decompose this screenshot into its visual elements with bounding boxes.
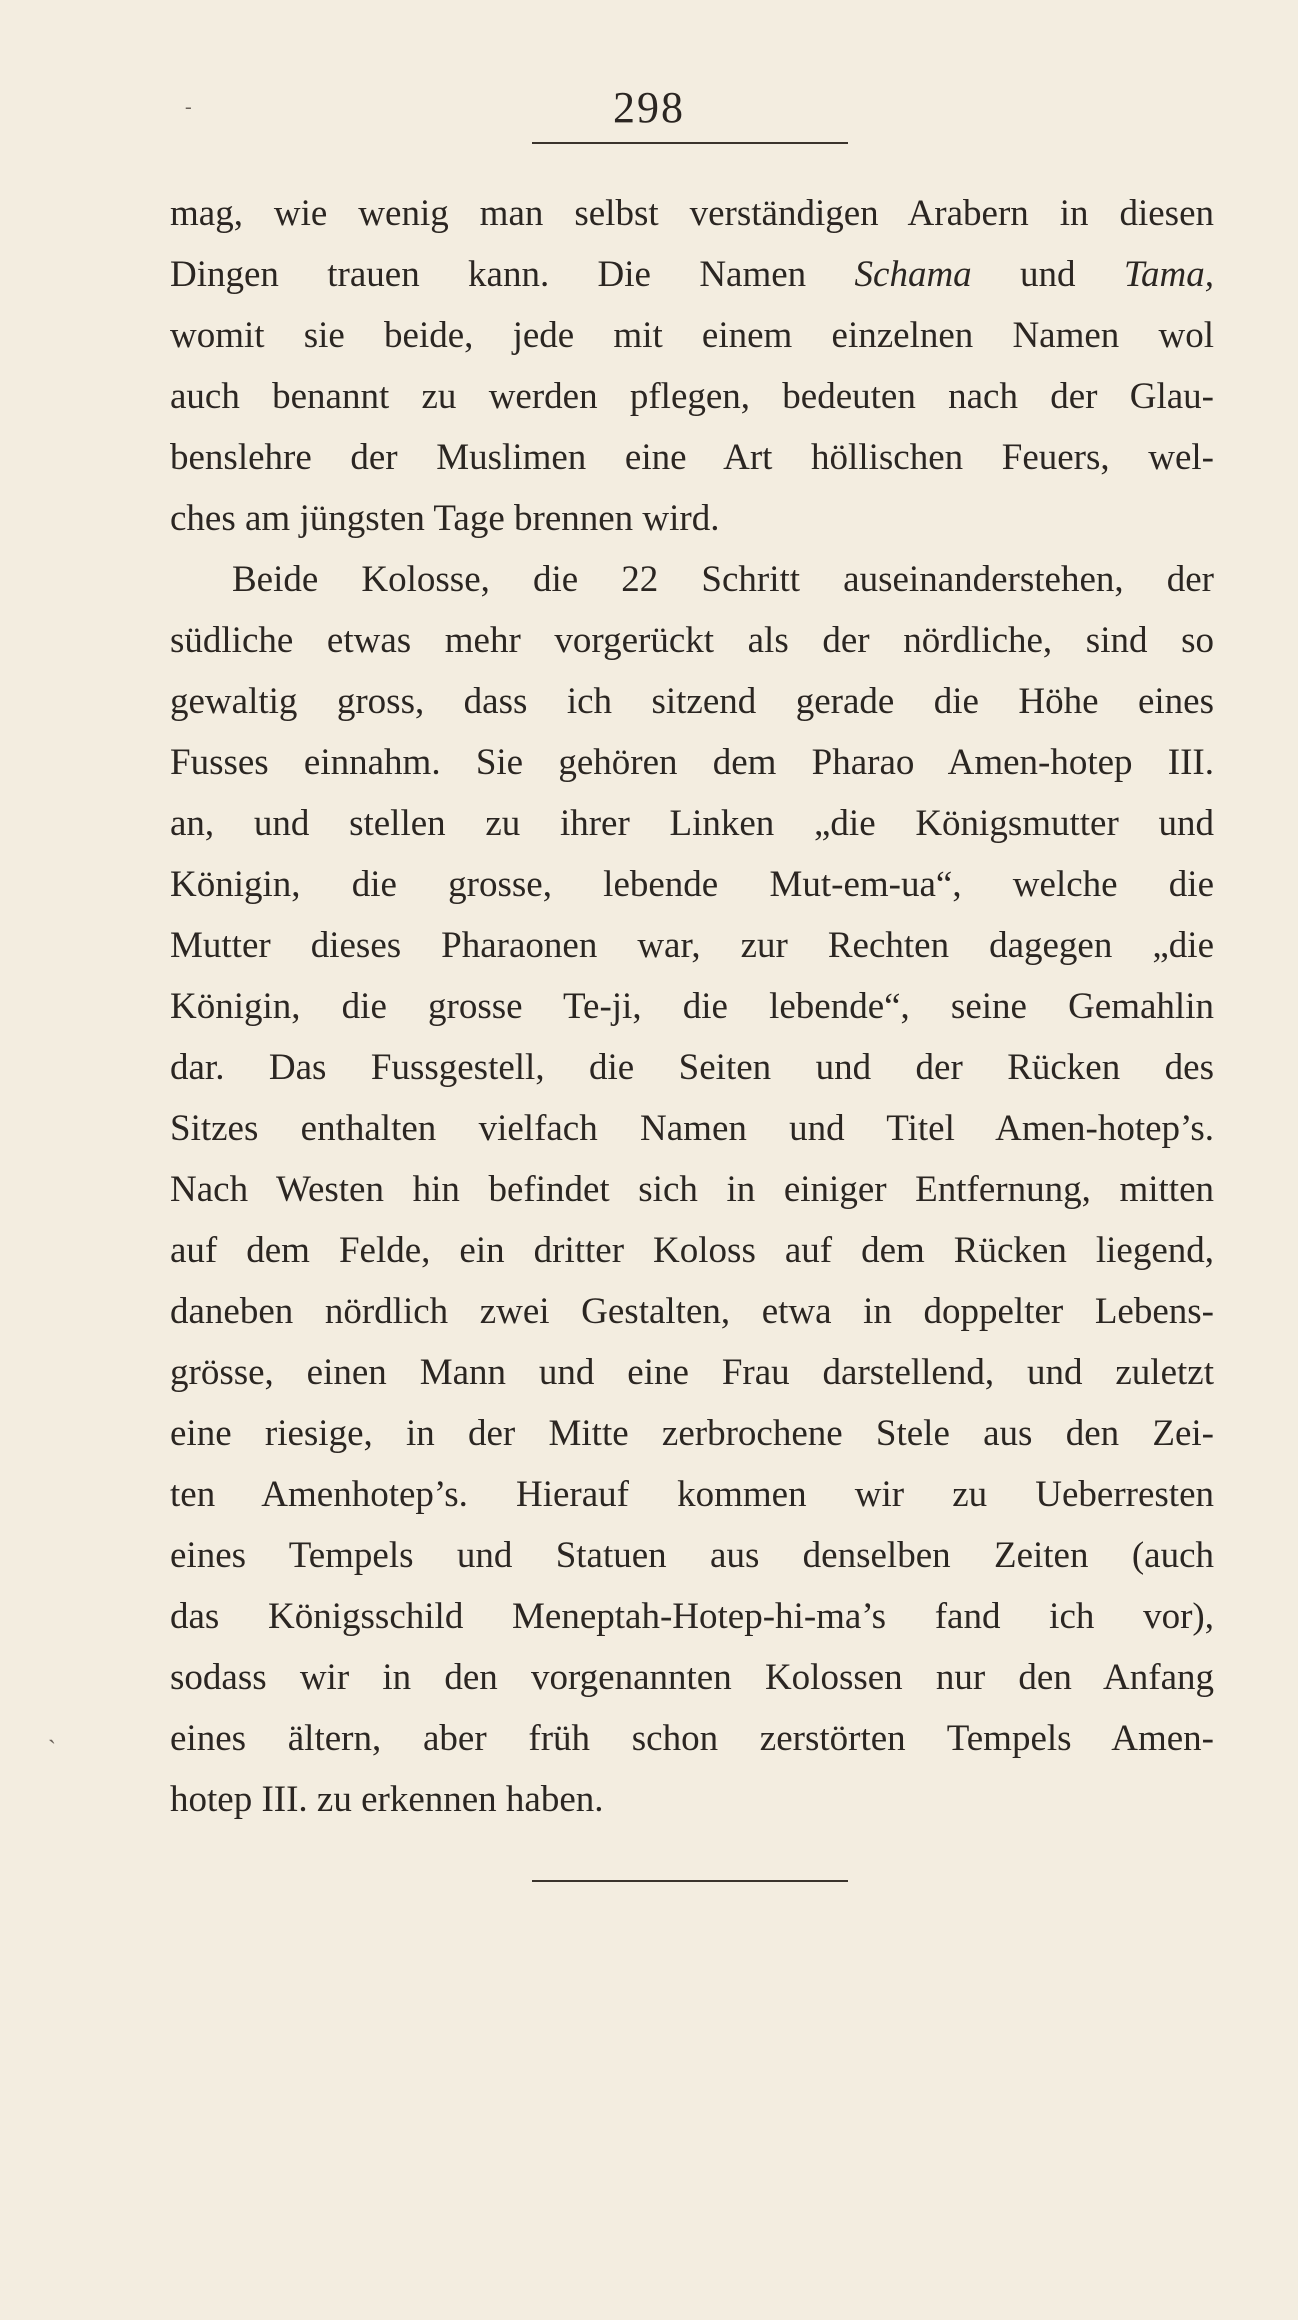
text-segment: und: [971, 254, 1124, 295]
text-segment: grösse, einen Mann und eine Frau darstellend, und zuletzt: [170, 1352, 1214, 1393]
text-segment: benslehre der Muslimen eine Art höllischen Feuers, wel-: [170, 437, 1214, 478]
text-line: [170, 615, 1214, 676]
text-line: [170, 1774, 1214, 1835]
stray-print-mark: -: [185, 96, 192, 118]
text-line: [170, 737, 1214, 798]
text-line: [170, 1713, 1214, 1774]
italic-term: Schama: [854, 254, 972, 295]
footer-rule: [532, 1880, 848, 1882]
text-segment: auf dem Felde, ein dritter Koloss auf dem Rücken liegend,: [170, 1230, 1214, 1271]
text-segment: Nach Westen hin befindet sich in einiger Entfernung, mitten: [170, 1169, 1214, 1210]
text-segment: womit sie beide, jede mit einem einzelnen Namen wol: [170, 315, 1214, 356]
text-line: [170, 1164, 1214, 1225]
text-line: [170, 310, 1214, 371]
text-segment: Königin, die grosse Te-ji, die lebende“, seine Gemahlin: [170, 986, 1214, 1027]
text-line: [170, 188, 1214, 249]
text-segment: eine riesige, in der Mitte zerbrochene Stele aus den Zei-: [170, 1413, 1214, 1454]
text-segment: an, und stellen zu ihrer Linken „die Königsmutter und: [170, 803, 1214, 844]
text-segment: Beide Kolosse, die 22 Schritt auseinanderstehen, der: [232, 559, 1214, 600]
text-line: [170, 1652, 1214, 1713]
text-line: [170, 1530, 1214, 1591]
text-line: [170, 249, 1214, 310]
text-line: [170, 981, 1214, 1042]
text-line: [170, 676, 1214, 737]
text-line: [170, 1347, 1214, 1408]
text-line: [170, 554, 1214, 615]
text-segment: dar. Das Fussgestell, die Seiten und der Rücken des: [170, 1047, 1214, 1088]
text-segment: ten Amenhotep’s. Hierauf kommen wir zu Ueberresten: [170, 1474, 1214, 1515]
text-segment: Dingen trauen kann. Die Namen: [170, 254, 855, 295]
text-line: [170, 432, 1214, 493]
text-line: [170, 798, 1214, 859]
text-line: [170, 371, 1214, 432]
text-segment: gewaltig gross, dass ich sitzend gerade die Höhe eines: [170, 681, 1214, 722]
text-segment: südliche etwas mehr vorgerückt als der nördliche, sind so: [170, 620, 1214, 661]
text-segment: ches am jüngsten Tage brennen wird.: [170, 498, 720, 539]
body-text: [170, 188, 1214, 1835]
text-line: [170, 859, 1214, 920]
text-segment: eines ältern, aber früh schon zerstörten Tempels Amen-: [170, 1718, 1214, 1759]
text-segment: mag, wie wenig man selbst verständigen Arabern in diesen: [170, 193, 1214, 234]
italic-term: Tama,: [1123, 254, 1215, 295]
text-segment: Königin, die grosse, lebende Mut-em-ua“, welche die: [170, 864, 1214, 905]
text-segment: Fusses einnahm. Sie gehören dem Pharao Amen-hotep III.: [170, 742, 1214, 783]
text-line: [170, 1469, 1214, 1530]
text-line: [170, 493, 1214, 554]
header-rule: [532, 142, 848, 144]
text-segment: sodass wir in den vorgenannten Kolossen nur den Anfang: [170, 1657, 1214, 1698]
text-line: [170, 1286, 1214, 1347]
text-segment: das Königsschild Meneptah-Hotep-hi-ma’s fand ich vor),: [170, 1596, 1214, 1637]
text-line: [170, 920, 1214, 981]
text-segment: Mutter dieses Pharaonen war, zur Rechten dagegen „die: [170, 925, 1214, 966]
text-segment: Sitzes enthalten vielfach Namen und Titel Amen-hotep’s.: [170, 1108, 1214, 1149]
text-segment: auch benannt zu werden pflegen, bedeuten nach der Glau-: [170, 376, 1214, 417]
text-line: [170, 1225, 1214, 1286]
text-segment: eines Tempels und Statuen aus denselben Zeiten (auch: [170, 1535, 1214, 1576]
text-line: [170, 1103, 1214, 1164]
text-segment: hotep III. zu erkennen haben.: [170, 1779, 604, 1820]
text-line: [170, 1042, 1214, 1103]
text-segment: daneben nördlich zwei Gestalten, etwa in doppelter Lebens-: [170, 1291, 1214, 1332]
page-number: 298: [613, 83, 685, 132]
text-line: [170, 1591, 1214, 1652]
margin-mark: ˎ: [48, 1718, 56, 1744]
text-line: [170, 1408, 1214, 1469]
